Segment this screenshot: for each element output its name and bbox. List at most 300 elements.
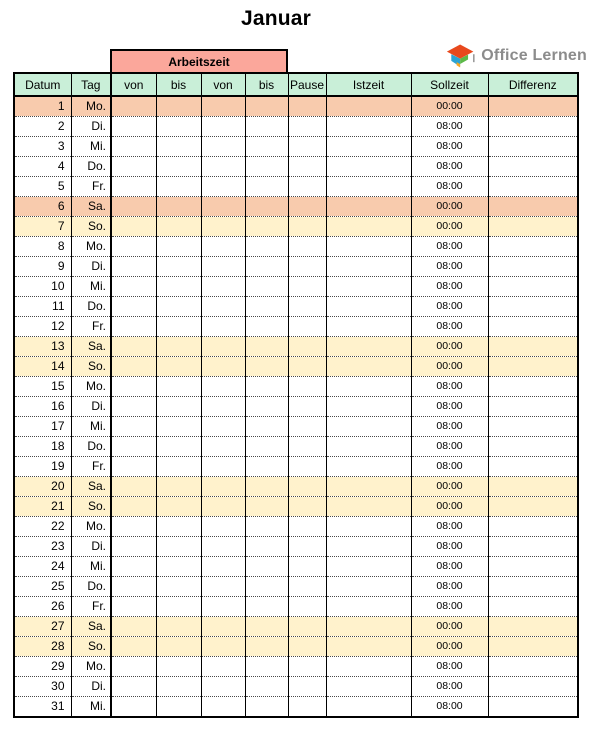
cell-istzeit[interactable] — [326, 117, 411, 137]
cell-von2[interactable] — [201, 237, 245, 257]
cell-pause[interactable] — [288, 517, 326, 537]
cell-von2[interactable] — [201, 417, 245, 437]
cell-bis1[interactable] — [156, 437, 201, 457]
cell-sollzeit[interactable]: 08:00 — [411, 597, 488, 617]
cell-von2[interactable] — [201, 317, 245, 337]
cell-sollzeit[interactable]: 08:00 — [411, 377, 488, 397]
cell-istzeit[interactable] — [326, 417, 411, 437]
cell-bis2[interactable] — [245, 177, 288, 197]
cell-sollzeit[interactable]: 00:00 — [411, 477, 488, 497]
cell-tag[interactable]: Fr. — [71, 597, 111, 617]
cell-von2[interactable] — [201, 577, 245, 597]
cell-differenz[interactable] — [488, 357, 578, 377]
cell-tag[interactable]: Fr. — [71, 457, 111, 477]
cell-differenz[interactable] — [488, 577, 578, 597]
cell-datum[interactable]: 20 — [14, 477, 71, 497]
cell-bis2[interactable] — [245, 497, 288, 517]
cell-tag[interactable]: Mi. — [71, 697, 111, 718]
cell-differenz[interactable] — [488, 177, 578, 197]
cell-bis2[interactable] — [245, 417, 288, 437]
cell-tag[interactable]: Fr. — [71, 317, 111, 337]
cell-sollzeit[interactable]: 08:00 — [411, 577, 488, 597]
cell-datum[interactable]: 1 — [14, 96, 71, 117]
cell-datum[interactable]: 17 — [14, 417, 71, 437]
cell-von2[interactable] — [201, 257, 245, 277]
cell-von1[interactable] — [111, 317, 156, 337]
cell-tag[interactable]: Mi. — [71, 137, 111, 157]
cell-differenz[interactable] — [488, 377, 578, 397]
cell-sollzeit[interactable]: 00:00 — [411, 617, 488, 637]
cell-istzeit[interactable] — [326, 397, 411, 417]
cell-von2[interactable] — [201, 357, 245, 377]
cell-bis1[interactable] — [156, 657, 201, 677]
cell-von1[interactable] — [111, 657, 156, 677]
cell-datum[interactable]: 19 — [14, 457, 71, 477]
cell-pause[interactable] — [288, 417, 326, 437]
cell-pause[interactable] — [288, 117, 326, 137]
cell-bis1[interactable] — [156, 597, 201, 617]
cell-sollzeit[interactable]: 08:00 — [411, 237, 488, 257]
cell-von2[interactable] — [201, 477, 245, 497]
cell-von1[interactable] — [111, 96, 156, 117]
cell-von1[interactable] — [111, 117, 156, 137]
cell-datum[interactable]: 13 — [14, 337, 71, 357]
cell-bis2[interactable] — [245, 337, 288, 357]
cell-sollzeit[interactable]: 08:00 — [411, 317, 488, 337]
cell-von1[interactable] — [111, 397, 156, 417]
cell-istzeit[interactable] — [326, 317, 411, 337]
cell-von2[interactable] — [201, 217, 245, 237]
cell-sollzeit[interactable]: 08:00 — [411, 177, 488, 197]
cell-sollzeit[interactable]: 08:00 — [411, 417, 488, 437]
cell-von1[interactable] — [111, 237, 156, 257]
cell-von2[interactable] — [201, 197, 245, 217]
cell-differenz[interactable] — [488, 497, 578, 517]
cell-differenz[interactable] — [488, 637, 578, 657]
cell-von1[interactable] — [111, 177, 156, 197]
cell-tag[interactable]: Di. — [71, 257, 111, 277]
cell-pause[interactable] — [288, 677, 326, 697]
cell-bis2[interactable] — [245, 677, 288, 697]
cell-bis2[interactable] — [245, 317, 288, 337]
cell-sollzeit[interactable]: 08:00 — [411, 157, 488, 177]
cell-differenz[interactable] — [488, 217, 578, 237]
cell-differenz[interactable] — [488, 257, 578, 277]
cell-pause[interactable] — [288, 237, 326, 257]
cell-tag[interactable]: So. — [71, 357, 111, 377]
cell-bis2[interactable] — [245, 277, 288, 297]
cell-pause[interactable] — [288, 457, 326, 477]
cell-von2[interactable] — [201, 377, 245, 397]
cell-istzeit[interactable] — [326, 597, 411, 617]
cell-bis1[interactable] — [156, 137, 201, 157]
cell-tag[interactable]: Sa. — [71, 617, 111, 637]
cell-bis2[interactable] — [245, 217, 288, 237]
cell-datum[interactable]: 4 — [14, 157, 71, 177]
cell-datum[interactable]: 12 — [14, 317, 71, 337]
cell-istzeit[interactable] — [326, 537, 411, 557]
cell-von1[interactable] — [111, 457, 156, 477]
cell-pause[interactable] — [288, 197, 326, 217]
cell-sollzeit[interactable]: 08:00 — [411, 117, 488, 137]
cell-von1[interactable] — [111, 377, 156, 397]
cell-tag[interactable]: So. — [71, 217, 111, 237]
cell-tag[interactable]: Di. — [71, 677, 111, 697]
cell-istzeit[interactable] — [326, 157, 411, 177]
cell-differenz[interactable] — [488, 397, 578, 417]
cell-bis1[interactable] — [156, 237, 201, 257]
cell-von2[interactable] — [201, 537, 245, 557]
cell-bis2[interactable] — [245, 537, 288, 557]
cell-pause[interactable] — [288, 637, 326, 657]
cell-pause[interactable] — [288, 657, 326, 677]
cell-von2[interactable] — [201, 177, 245, 197]
cell-pause[interactable] — [288, 597, 326, 617]
cell-tag[interactable]: Fr. — [71, 177, 111, 197]
cell-datum[interactable]: 14 — [14, 357, 71, 377]
cell-bis1[interactable] — [156, 617, 201, 637]
cell-datum[interactable]: 18 — [14, 437, 71, 457]
cell-bis1[interactable] — [156, 357, 201, 377]
cell-istzeit[interactable] — [326, 677, 411, 697]
cell-von1[interactable] — [111, 257, 156, 277]
cell-differenz[interactable] — [488, 317, 578, 337]
cell-von2[interactable] — [201, 297, 245, 317]
cell-bis2[interactable] — [245, 297, 288, 317]
cell-bis2[interactable] — [245, 257, 288, 277]
cell-von1[interactable] — [111, 337, 156, 357]
cell-bis1[interactable] — [156, 317, 201, 337]
cell-differenz[interactable] — [488, 117, 578, 137]
cell-datum[interactable]: 8 — [14, 237, 71, 257]
cell-datum[interactable]: 21 — [14, 497, 71, 517]
cell-sollzeit[interactable]: 00:00 — [411, 96, 488, 117]
cell-bis2[interactable] — [245, 657, 288, 677]
cell-tag[interactable]: Di. — [71, 537, 111, 557]
cell-istzeit[interactable] — [326, 457, 411, 477]
cell-von2[interactable] — [201, 457, 245, 477]
cell-tag[interactable]: Sa. — [71, 477, 111, 497]
cell-sollzeit[interactable]: 08:00 — [411, 437, 488, 457]
cell-sollzeit[interactable]: 08:00 — [411, 397, 488, 417]
cell-von1[interactable] — [111, 477, 156, 497]
cell-bis1[interactable] — [156, 177, 201, 197]
cell-sollzeit[interactable]: 00:00 — [411, 197, 488, 217]
cell-datum[interactable]: 11 — [14, 297, 71, 317]
cell-bis1[interactable] — [156, 217, 201, 237]
cell-tag[interactable]: Di. — [71, 397, 111, 417]
cell-pause[interactable] — [288, 277, 326, 297]
cell-bis1[interactable] — [156, 117, 201, 137]
cell-istzeit[interactable] — [326, 217, 411, 237]
cell-von2[interactable] — [201, 497, 245, 517]
cell-tag[interactable]: So. — [71, 497, 111, 517]
cell-differenz[interactable] — [488, 297, 578, 317]
cell-tag[interactable]: Mo. — [71, 237, 111, 257]
cell-bis1[interactable] — [156, 277, 201, 297]
cell-pause[interactable] — [288, 217, 326, 237]
cell-istzeit[interactable] — [326, 197, 411, 217]
cell-von1[interactable] — [111, 517, 156, 537]
cell-sollzeit[interactable]: 00:00 — [411, 217, 488, 237]
cell-sollzeit[interactable]: 08:00 — [411, 517, 488, 537]
cell-sollzeit[interactable]: 00:00 — [411, 357, 488, 377]
cell-bis1[interactable] — [156, 417, 201, 437]
cell-von1[interactable] — [111, 417, 156, 437]
cell-von2[interactable] — [201, 96, 245, 117]
cell-istzeit[interactable] — [326, 657, 411, 677]
cell-bis1[interactable] — [156, 517, 201, 537]
cell-tag[interactable]: Do. — [71, 297, 111, 317]
cell-pause[interactable] — [288, 497, 326, 517]
cell-datum[interactable]: 28 — [14, 637, 71, 657]
cell-pause[interactable] — [288, 137, 326, 157]
cell-bis2[interactable] — [245, 237, 288, 257]
cell-differenz[interactable] — [488, 96, 578, 117]
cell-tag[interactable]: Mi. — [71, 417, 111, 437]
cell-von2[interactable] — [201, 677, 245, 697]
cell-pause[interactable] — [288, 357, 326, 377]
cell-tag[interactable]: Mo. — [71, 517, 111, 537]
cell-istzeit[interactable] — [326, 357, 411, 377]
cell-sollzeit[interactable]: 08:00 — [411, 537, 488, 557]
cell-sollzeit[interactable]: 08:00 — [411, 257, 488, 277]
cell-pause[interactable] — [288, 537, 326, 557]
cell-bis1[interactable] — [156, 197, 201, 217]
cell-differenz[interactable] — [488, 337, 578, 357]
cell-bis2[interactable] — [245, 697, 288, 718]
cell-pause[interactable] — [288, 297, 326, 317]
cell-differenz[interactable] — [488, 557, 578, 577]
cell-bis2[interactable] — [245, 517, 288, 537]
cell-von2[interactable] — [201, 337, 245, 357]
cell-differenz[interactable] — [488, 597, 578, 617]
cell-bis2[interactable] — [245, 617, 288, 637]
cell-bis1[interactable] — [156, 697, 201, 718]
cell-pause[interactable] — [288, 477, 326, 497]
cell-bis2[interactable] — [245, 357, 288, 377]
cell-sollzeit[interactable]: 08:00 — [411, 697, 488, 718]
cell-von2[interactable] — [201, 617, 245, 637]
cell-istzeit[interactable] — [326, 257, 411, 277]
cell-pause[interactable] — [288, 157, 326, 177]
cell-pause[interactable] — [288, 397, 326, 417]
cell-bis1[interactable] — [156, 557, 201, 577]
cell-von1[interactable] — [111, 597, 156, 617]
cell-bis2[interactable] — [245, 96, 288, 117]
cell-sollzeit[interactable]: 00:00 — [411, 637, 488, 657]
cell-istzeit[interactable] — [326, 497, 411, 517]
cell-von2[interactable] — [201, 657, 245, 677]
cell-von1[interactable] — [111, 557, 156, 577]
cell-bis2[interactable] — [245, 557, 288, 577]
cell-istzeit[interactable] — [326, 177, 411, 197]
cell-differenz[interactable] — [488, 617, 578, 637]
cell-datum[interactable]: 2 — [14, 117, 71, 137]
cell-datum[interactable]: 25 — [14, 577, 71, 597]
cell-tag[interactable]: Di. — [71, 117, 111, 137]
cell-pause[interactable] — [288, 177, 326, 197]
cell-tag[interactable]: So. — [71, 637, 111, 657]
cell-sollzeit[interactable]: 00:00 — [411, 337, 488, 357]
cell-bis1[interactable] — [156, 377, 201, 397]
cell-bis1[interactable] — [156, 477, 201, 497]
cell-bis1[interactable] — [156, 577, 201, 597]
cell-pause[interactable] — [288, 337, 326, 357]
cell-von2[interactable] — [201, 137, 245, 157]
cell-von1[interactable] — [111, 297, 156, 317]
cell-bis1[interactable] — [156, 397, 201, 417]
cell-datum[interactable]: 10 — [14, 277, 71, 297]
cell-bis1[interactable] — [156, 677, 201, 697]
cell-pause[interactable] — [288, 557, 326, 577]
cell-bis1[interactable] — [156, 257, 201, 277]
cell-differenz[interactable] — [488, 417, 578, 437]
cell-pause[interactable] — [288, 697, 326, 718]
cell-tag[interactable]: Mo. — [71, 657, 111, 677]
cell-bis2[interactable] — [245, 137, 288, 157]
cell-datum[interactable]: 6 — [14, 197, 71, 217]
cell-differenz[interactable] — [488, 137, 578, 157]
cell-von2[interactable] — [201, 637, 245, 657]
cell-sollzeit[interactable]: 08:00 — [411, 137, 488, 157]
cell-differenz[interactable] — [488, 197, 578, 217]
cell-von2[interactable] — [201, 397, 245, 417]
cell-von1[interactable] — [111, 277, 156, 297]
cell-tag[interactable]: Mo. — [71, 377, 111, 397]
cell-istzeit[interactable] — [326, 637, 411, 657]
cell-datum[interactable]: 5 — [14, 177, 71, 197]
cell-von1[interactable] — [111, 677, 156, 697]
cell-von1[interactable] — [111, 637, 156, 657]
cell-von1[interactable] — [111, 497, 156, 517]
cell-tag[interactable]: Mo. — [71, 96, 111, 117]
cell-bis2[interactable] — [245, 577, 288, 597]
cell-datum[interactable]: 31 — [14, 697, 71, 718]
cell-bis1[interactable] — [156, 457, 201, 477]
cell-istzeit[interactable] — [326, 477, 411, 497]
cell-sollzeit[interactable]: 00:00 — [411, 497, 488, 517]
cell-datum[interactable]: 22 — [14, 517, 71, 537]
cell-bis2[interactable] — [245, 117, 288, 137]
cell-bis1[interactable] — [156, 337, 201, 357]
cell-bis2[interactable] — [245, 157, 288, 177]
cell-datum[interactable]: 30 — [14, 677, 71, 697]
cell-datum[interactable]: 29 — [14, 657, 71, 677]
cell-bis2[interactable] — [245, 457, 288, 477]
cell-pause[interactable] — [288, 577, 326, 597]
cell-pause[interactable] — [288, 317, 326, 337]
cell-pause[interactable] — [288, 437, 326, 457]
cell-von1[interactable] — [111, 197, 156, 217]
cell-tag[interactable]: Do. — [71, 577, 111, 597]
cell-bis1[interactable] — [156, 497, 201, 517]
cell-differenz[interactable] — [488, 477, 578, 497]
cell-bis1[interactable] — [156, 96, 201, 117]
cell-tag[interactable]: Sa. — [71, 197, 111, 217]
cell-differenz[interactable] — [488, 457, 578, 477]
cell-bis2[interactable] — [245, 197, 288, 217]
cell-differenz[interactable] — [488, 237, 578, 257]
cell-von1[interactable] — [111, 437, 156, 457]
cell-pause[interactable] — [288, 617, 326, 637]
cell-istzeit[interactable] — [326, 297, 411, 317]
cell-von2[interactable] — [201, 597, 245, 617]
cell-istzeit[interactable] — [326, 337, 411, 357]
cell-bis1[interactable] — [156, 157, 201, 177]
cell-sollzeit[interactable]: 08:00 — [411, 277, 488, 297]
cell-tag[interactable]: Mi. — [71, 557, 111, 577]
cell-bis2[interactable] — [245, 397, 288, 417]
cell-bis2[interactable] — [245, 477, 288, 497]
cell-tag[interactable]: Mi. — [71, 277, 111, 297]
cell-differenz[interactable] — [488, 697, 578, 718]
cell-datum[interactable]: 3 — [14, 137, 71, 157]
cell-differenz[interactable] — [488, 537, 578, 557]
cell-differenz[interactable] — [488, 677, 578, 697]
cell-von1[interactable] — [111, 537, 156, 557]
cell-istzeit[interactable] — [326, 96, 411, 117]
cell-tag[interactable]: Sa. — [71, 337, 111, 357]
cell-datum[interactable]: 7 — [14, 217, 71, 237]
cell-datum[interactable]: 15 — [14, 377, 71, 397]
cell-bis2[interactable] — [245, 437, 288, 457]
cell-istzeit[interactable] — [326, 277, 411, 297]
cell-datum[interactable]: 16 — [14, 397, 71, 417]
cell-sollzeit[interactable]: 08:00 — [411, 457, 488, 477]
cell-differenz[interactable] — [488, 437, 578, 457]
cell-von1[interactable] — [111, 217, 156, 237]
cell-sollzeit[interactable]: 08:00 — [411, 297, 488, 317]
cell-tag[interactable]: Do. — [71, 437, 111, 457]
cell-pause[interactable] — [288, 377, 326, 397]
cell-istzeit[interactable] — [326, 577, 411, 597]
cell-istzeit[interactable] — [326, 517, 411, 537]
cell-sollzeit[interactable]: 08:00 — [411, 657, 488, 677]
cell-von2[interactable] — [201, 277, 245, 297]
cell-istzeit[interactable] — [326, 697, 411, 718]
cell-von1[interactable] — [111, 617, 156, 637]
cell-datum[interactable]: 23 — [14, 537, 71, 557]
cell-differenz[interactable] — [488, 157, 578, 177]
cell-von1[interactable] — [111, 137, 156, 157]
cell-datum[interactable]: 26 — [14, 597, 71, 617]
cell-tag[interactable]: Do. — [71, 157, 111, 177]
cell-bis1[interactable] — [156, 637, 201, 657]
cell-bis1[interactable] — [156, 537, 201, 557]
cell-von2[interactable] — [201, 157, 245, 177]
cell-datum[interactable]: 9 — [14, 257, 71, 277]
cell-von1[interactable] — [111, 697, 156, 718]
cell-differenz[interactable] — [488, 277, 578, 297]
cell-differenz[interactable] — [488, 657, 578, 677]
cell-bis1[interactable] — [156, 297, 201, 317]
cell-von2[interactable] — [201, 697, 245, 718]
cell-istzeit[interactable] — [326, 377, 411, 397]
cell-von2[interactable] — [201, 517, 245, 537]
cell-pause[interactable] — [288, 257, 326, 277]
cell-bis2[interactable] — [245, 377, 288, 397]
cell-sollzeit[interactable]: 08:00 — [411, 677, 488, 697]
cell-bis2[interactable] — [245, 597, 288, 617]
cell-istzeit[interactable] — [326, 437, 411, 457]
cell-bis2[interactable] — [245, 637, 288, 657]
cell-von1[interactable] — [111, 357, 156, 377]
cell-sollzeit[interactable]: 08:00 — [411, 557, 488, 577]
cell-istzeit[interactable] — [326, 557, 411, 577]
cell-von2[interactable] — [201, 557, 245, 577]
cell-differenz[interactable] — [488, 517, 578, 537]
